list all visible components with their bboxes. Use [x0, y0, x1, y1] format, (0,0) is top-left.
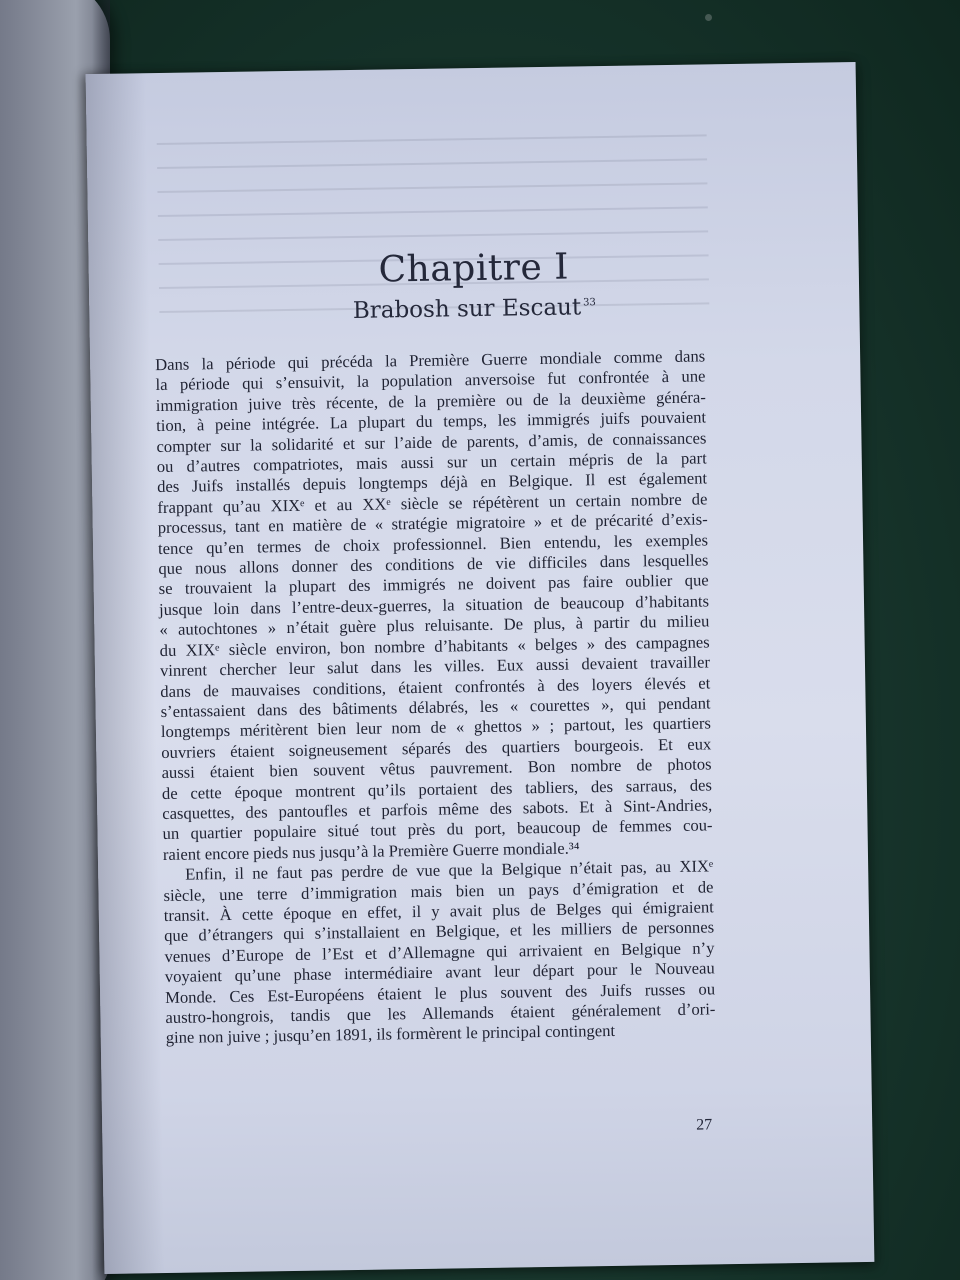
text-line: la période qui s’ensuivit, la population anversoise fut confrontée à une [155, 366, 706, 395]
text-line: « autochtones » n’était guère plus reluisante. De plus, à partir du milieu [159, 611, 710, 640]
text-line: jusque loin dans l’entre-deux-guerres, la situation de beaucoup d’habitants [158, 591, 710, 619]
text-line: tence qu’en termes de choix professionnel. Bien entendu, les exemples [157, 530, 709, 558]
text-line: immigration juive très récente, de la première ou de la deuxième généra- [155, 387, 706, 415]
text-line: vinrent chercher leur salut dans les villes. Eux aussi devaient travailler [159, 652, 711, 681]
footnote-ref: 33 [582, 297, 596, 309]
page-number: 27 [696, 1116, 713, 1134]
text-line: compter sur la solidarité et sur l’aide de parents, d’amis, de connaissances [156, 428, 707, 456]
text-line: un quartier populaire situé tout près du port, beaucoup de femmes cou- [162, 815, 713, 844]
text-line: gine non juive ; jusqu’en 1891, ils formèrent le principal contingent [165, 1021, 616, 1048]
text-line: Monde. Ces Est-Européens étaient le plus souvent des Juifs russes ou [164, 978, 716, 1007]
text-line: longtemps méritèrent bien leur nom de « ghettos » ; partout, les quartiers [160, 713, 712, 742]
text-line: dans de mauvaises conditions, étaient confrontés à des loyers élevés et [160, 672, 711, 701]
text-line: austro-hongrois, tandis que les Allemands étaient généralement d’ori- [165, 999, 716, 1027]
text-line: s’entassaient dans des bâtiments délabrés, les « courettes », qui pendant [160, 693, 711, 721]
text-line: venues d’Europe de l’Est et d’Allemagne qui arrivaient en Belgique n’y [164, 938, 715, 966]
text-line: du XIXᵉ siècle environ, bon nombre d’habitants « belges » des campagnes [159, 632, 710, 660]
text-line: aussi étaient bien souvent vêtus pauvrement. Bon nombre de photos [161, 754, 712, 783]
text-line: casquettes, des pantoufles et parfois même des sabots. Et à Sint-Andries, [162, 795, 713, 823]
text-line: processus, tant en matière de « stratégie migratoire » et de précarité d’exis- [157, 509, 708, 538]
text-line: de cette époque montrent qu’ils portaient des tabliers, des sarraus, des [161, 774, 713, 803]
text-line: Enfin, il ne faut pas perdre de vue que la Belgique n’était pas, au XIXᵉ [185, 856, 714, 884]
text-line: ou d’autres compatriotes, mais aussi sur un certain mépris de la part [156, 448, 707, 477]
text-line: raient encore pieds nus jusqu’à la Première Guerre mondiale.³⁴ [162, 838, 580, 864]
text-line: frappant qu’au XIXᵉ et au XXᵉ siècle se répétèrent un certain nombre de [157, 489, 708, 517]
text-line: transit. À cette époque en effet, il y avait plus de Belges qui émigraient [163, 897, 714, 925]
text-line: tion, à peine intégrée. La plupart du temps, les immigrés juifs pouvaient [156, 407, 707, 436]
text-line: que d’étrangers qui s’installaient en Belgique, et les milliers de personnes [164, 917, 715, 946]
background-dot [705, 14, 712, 21]
text-line: que nous allons donner des conditions de vie difficiles dans lesquelles [158, 550, 709, 579]
text-line: des Juifs installés depuis longtemps déjà en Belgique. Il est également [156, 468, 708, 497]
body-text [155, 346, 716, 1048]
text-line: ouvriers étaient soigneusement séparés des quartiers bourgeois. Et eux [161, 734, 712, 762]
chapter-subtitle-text: Brabosh sur Escaut [352, 294, 582, 324]
book-page [86, 62, 875, 1274]
text-line: Dans la période qui précéda la Première Guerre mondiale comme dans [155, 346, 706, 375]
text-line: voyaient qu’une phase intermédiaire avant leur départ pour le Nouveau [164, 958, 715, 987]
chapter-title: Chapitre I [378, 246, 570, 291]
text-line: se trouvaient la plupart des immigrés ne doivent pas faire oublier que [158, 570, 709, 599]
text-line: siècle, une terre d’immigration mais bien un pays d’émigration et de [163, 876, 714, 905]
